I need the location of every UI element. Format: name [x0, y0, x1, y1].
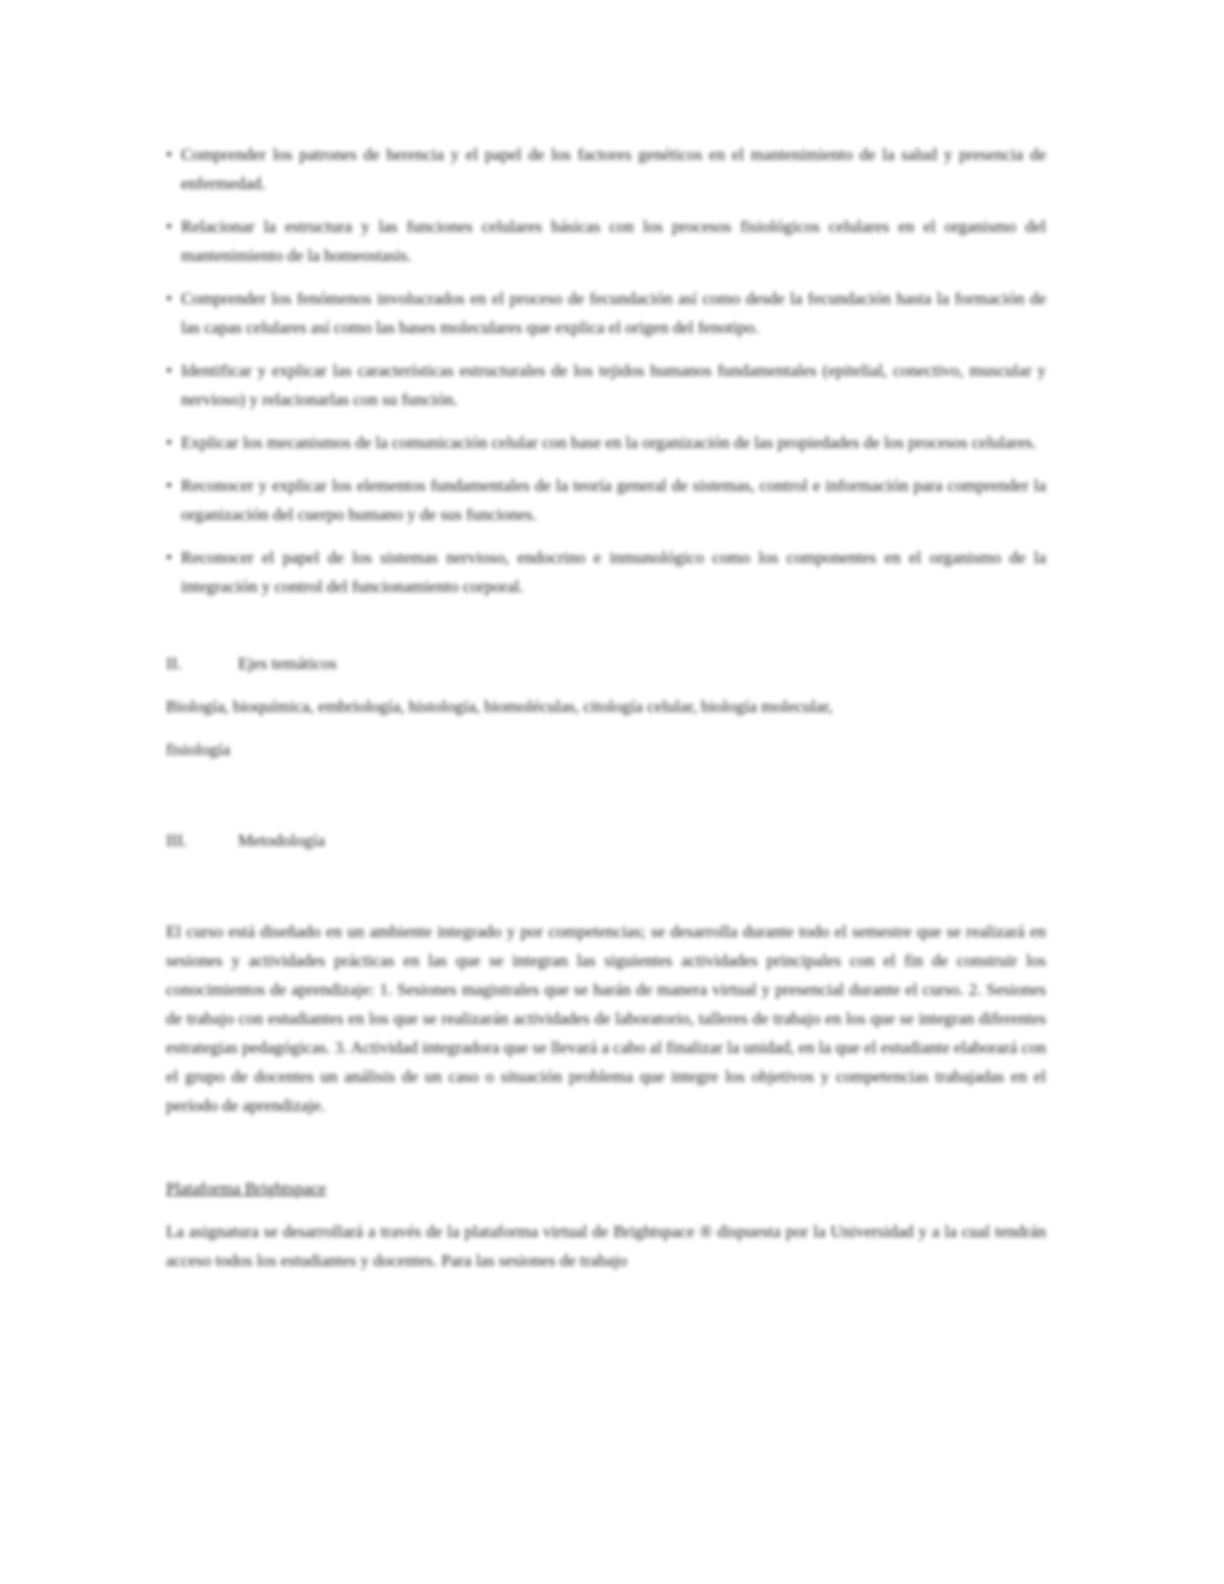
bullet-icon: • [166, 145, 172, 164]
objective-text: Relacionar la estructura y las funciones celulares básicas con los procesos fisiológicos celulares en el organismo del mantenimiento de la homeostasis. [181, 217, 1046, 265]
section-title: Ejes temáticos [238, 654, 337, 673]
objective-item [166, 212, 1046, 270]
bullet-icon: • [166, 361, 172, 380]
metodologia-paragraph: El curso está diseñado en un ambiente integrado y por competencias; se desarrolla durante todo el semestre que se realizará en sesiones y actividades prácticas en las que se integran las siguientes actividades principales con el fin de construir los conocimientos de aprendizaje: 1. Sesiones magistrales que se harán de manera virtual y presencial durante el curso. 2. Sesiones de trabajo con estudiantes en los que se realizarán actividades de laboratorio, talleres de trabajo en los que se integran diferentes estrategias pedagógicas. 3. Actividad integradora que se llevará a cabo al finalizar la unidad, en la que el estudiante elaborará con el grupo de docentes un análisis de un caso o situación problema que integre los objetivos y competencias trabajadas en el período de aprendizaje. [166, 922, 1046, 1115]
ejes-text-line: Biología, bioquímica, embriología, histología, biomoléculas, citología celular, biología molecular, [166, 697, 833, 716]
objective-text: Reconocer el papel de los sistemas nervioso, endocrino e inmunológico como los componentes en el organismo de la integración y control del funcionamiento corporal. [181, 548, 1046, 596]
objective-item [166, 140, 1046, 198]
ejes-text-line: fisiología [166, 740, 231, 759]
objective-item [166, 471, 1046, 529]
section-heading-ejes [166, 649, 1046, 678]
objective-text: Reconocer y explicar los elementos fundamentales de la teoría general de sistemas, control e información para comprender la organización del cuerpo humano y de sus funciones. [181, 476, 1046, 524]
objective-item [166, 543, 1046, 601]
section-number: III. [166, 831, 188, 850]
objective-text: Identificar y explicar las características estructurales de los tejidos humanos fundamentales (epitelial, conectivo, muscular y nervioso) y relacionarlas con su función. [181, 361, 1046, 409]
bullet-icon: • [166, 217, 172, 236]
section-heading-metodologia [166, 826, 1046, 855]
bullet-icon: • [166, 433, 172, 452]
bullet-icon: • [166, 548, 172, 567]
document-page [166, 140, 1046, 1289]
section-title: Metodología [238, 831, 325, 850]
brightspace-heading: Plataforma Brightspace [166, 1179, 327, 1198]
objectives-list [166, 140, 1046, 601]
objective-item [166, 284, 1046, 342]
objective-text: Comprender los patrones de herencia y el papel de los factores genéticos en el mantenimiento de la salud y presencia de enfermedad. [181, 145, 1046, 193]
objective-item [166, 356, 1046, 414]
bullet-icon: • [166, 476, 172, 495]
objective-text: Comprender los fenómenos involucrados en el proceso de fecundación así como desde la fecundación hasta la formación de las capas celulares así como las bases moleculares que explica el origen del fenotipo. [181, 289, 1046, 337]
objective-item [166, 428, 1046, 457]
objective-text: Explicar los mecanismos de la comunicación celular con base en la organización de las propiedades de los procesos celulares. [181, 433, 1037, 452]
brightspace-paragraph: La asignatura se desarrollará a través de la plataforma virtual de Brightspace ® dispuesta por la Universidad y a la cual tendrán acceso todos los estudiantes y docentes. Para las sesiones de trabajo [166, 1222, 1046, 1270]
bullet-icon: • [166, 289, 172, 308]
section-number: II. [166, 654, 182, 673]
